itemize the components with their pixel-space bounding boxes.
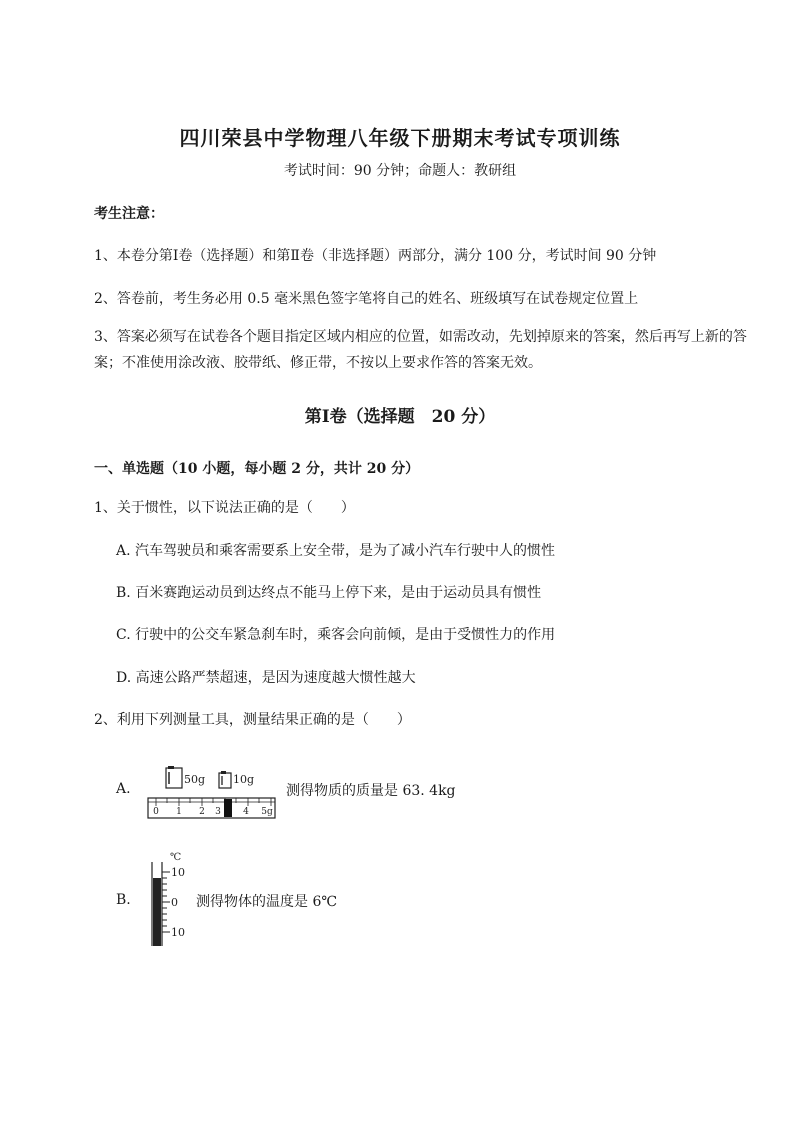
scale-tick-2: 2 [199, 807, 205, 817]
question-2-option-b-text: 测得物体的温度是 6℃ [196, 894, 338, 910]
weight-50g-label: 50g [184, 773, 206, 786]
weight-10g-label: 10g [233, 773, 255, 786]
question-1-option-a: A. 汽车驾驶员和乘客需要系上安全带，是为了减小汽车行驶中人的惯性 [116, 543, 556, 559]
page-title: 四川荣县中学物理八年级下册期末考试专项训练 [179, 126, 621, 150]
notice-item-2: 2、答卷前，考生务必用 0.5 毫米黑色签字笔将自己的姓名、班级填写在试卷规定位置上 [94, 291, 639, 307]
question-2-stem: 2、利用下列测量工具，测量结果正确的是（ ） [94, 712, 411, 728]
notice-item-3: 3、答案必须写在试卷各个题目指定区域内相应的位置，如需改动，先划掉原来的答案，然后再写上新的答案；不准使用涂改液、胶带纸、修正带，不按以上要求作答的答案无效。 [94, 329, 747, 371]
exam-info: 考试时间：90 分钟；命题人：教研组 [283, 163, 517, 179]
notice-heading: 考生注意： [94, 206, 164, 222]
balance-scale-figure [146, 766, 278, 822]
thermometer-unit: ℃ [170, 852, 182, 863]
part-heading: 一、单选题（10 小题，每小题 2 分，共计 20 分） [94, 461, 420, 477]
question-1-stem: 1、关于惯性，以下说法正确的是（ ） [94, 500, 355, 516]
section-title: 第Ⅰ卷（选择题 20 分） [304, 407, 496, 427]
scale-tick-1: 1 [176, 807, 182, 817]
thermometer-figure [140, 848, 196, 948]
question-2-option-b-label: B. [116, 892, 131, 908]
scale-tick-4: 4 [243, 807, 249, 817]
question-1-option-d: D. 高速公路严禁超速，是因为速度越大惯性越大 [116, 670, 416, 686]
notice-item-1: 1、本卷分第Ⅰ卷（选择题）和第Ⅱ卷（非选择题）两部分，满分 100 分，考试时间 90 分钟 [94, 248, 657, 264]
scale-tick-3: 3 [215, 807, 221, 817]
thermometer-tick-bottom: 10 [171, 926, 185, 939]
thermometer-tick-top: 10 [171, 866, 185, 879]
scale-tick-0: 0 [153, 807, 159, 817]
rider-slider [224, 799, 232, 817]
scale-tick-5g: 5g [261, 807, 273, 817]
question-1-option-c: C. 行驶中的公交车紧急刹车时，乘客会向前倾，是由于受惯性力的作用 [116, 627, 556, 643]
thermometer-tick-zero: 0 [171, 896, 178, 909]
question-2-option-a-text: 测得物质的质量是 63. 4kg [286, 783, 456, 799]
question-1-option-b: B. 百米赛跑运动员到达终点不能马上停下来，是由于运动员具有惯性 [116, 585, 542, 601]
question-2-option-a-label: A. [116, 781, 131, 797]
